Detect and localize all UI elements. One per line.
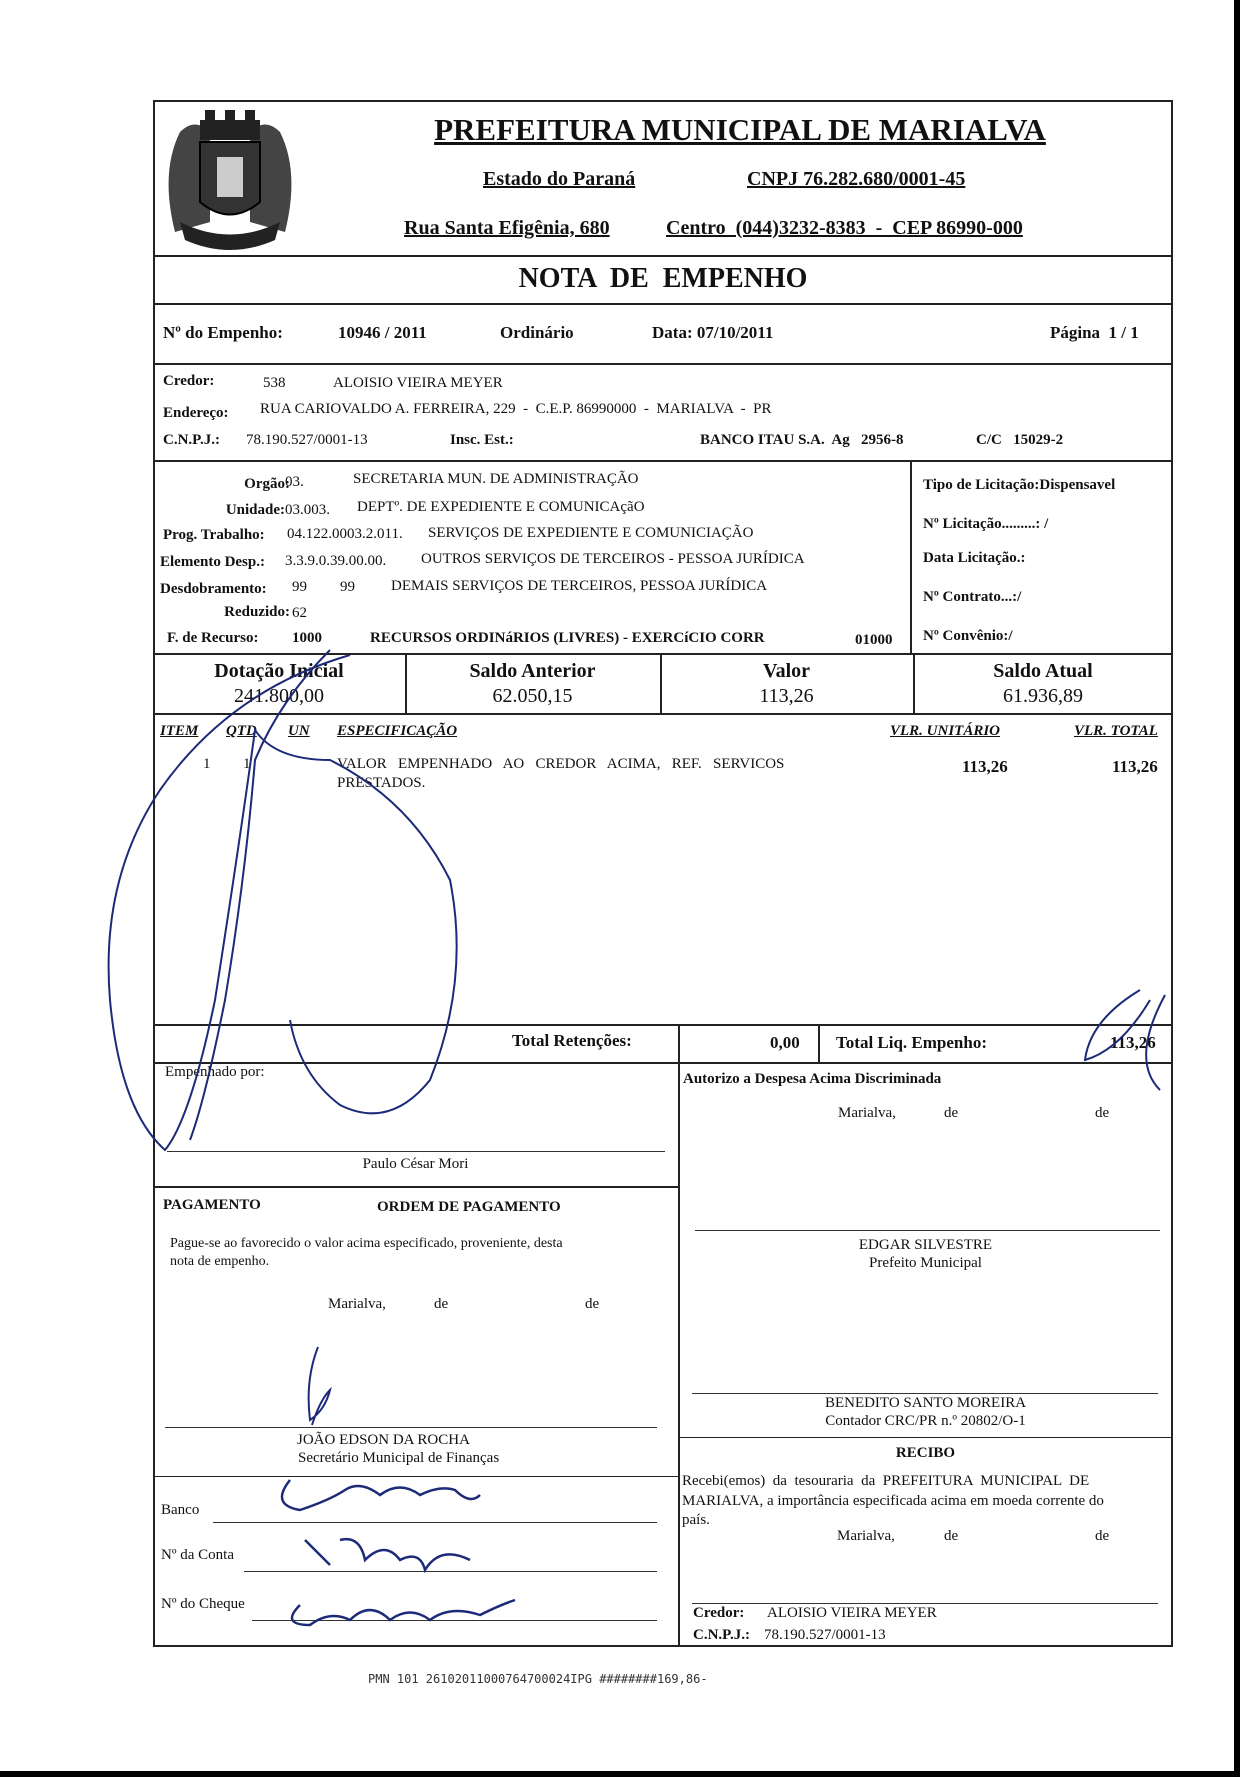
autorizo-label: Autorizo a Despesa Acima Discriminada — [683, 1071, 942, 1087]
conta-corrente: C/C 15029-2 — [976, 432, 1064, 448]
credor-name: ALOISIO VIEIRA MEYER — [333, 375, 503, 391]
numero-contrato: Nº Contrato...:/ — [923, 589, 1022, 605]
col-vlr-total: VLR. TOTAL — [1074, 723, 1158, 739]
unidade-label: Unidade: — [225, 502, 285, 518]
autorizo-de2: de — [1095, 1105, 1110, 1121]
valor-label: Valor — [762, 660, 811, 682]
prog-label: Prog. Trabalho: — [163, 527, 265, 543]
fonte-code: 01000 — [855, 632, 893, 648]
dotacao-value: 241.800,00 — [234, 685, 324, 707]
credor-cnpj: 78.190.527/0001-13 — [246, 432, 368, 448]
prefeito-title: Prefeito Municipal — [869, 1255, 982, 1271]
row-qtd: 1 — [243, 756, 251, 772]
credor-code: 538 — [263, 375, 286, 391]
orgao-desc: SECRETARIA MUN. DE ADMINISTRAÇÃO — [353, 471, 639, 487]
recibo-title: RECIBO — [895, 1445, 956, 1461]
banco-label: Banco — [161, 1502, 200, 1518]
contador-title: Contador CRC/PR n.º 20802/O-1 — [825, 1413, 1026, 1429]
empenho-data: Data: 07/10/2011 — [652, 323, 774, 342]
row-item: 1 — [203, 756, 211, 772]
edgar-name: EDGAR SILVESTRE — [858, 1237, 993, 1253]
header-state: Estado do Paraná — [483, 168, 636, 190]
endereco: RUA CARIOVALDO A. FERREIRA, 229 - C.E.P. 86990000 - MARIALVA - PR — [260, 401, 772, 417]
joao-name: JOÃO EDSON DA ROCHA — [297, 1432, 470, 1448]
pague-line2: nota de empenho. — [170, 1254, 270, 1269]
row-esp-line2: PRESTADOS. — [337, 775, 426, 791]
liquido-value: 113,26 — [1110, 1033, 1156, 1052]
orgao-label: Orgão: — [244, 476, 290, 492]
retencoes-label: Total Retenções: — [512, 1031, 632, 1050]
autorizo-marialva: Marialva, — [838, 1105, 896, 1121]
recibo-line2: MARIALVA, a importância especificada acima em moeda corrente do — [682, 1493, 1104, 1509]
empenho-tipo: Ordinário — [500, 323, 574, 342]
recibo-cnpj-label: C.N.P.J.: — [693, 1627, 750, 1643]
banco-info: BANCO ITAU S.A. Ag 2956-8 — [700, 432, 904, 448]
pagamento-label: PAGAMENTO — [163, 1197, 261, 1213]
liquido-label: Total Liq. Empenho: — [836, 1033, 987, 1052]
bank-processing-code: PMN 101 26102011000764700024IPG ########169,86- — [368, 1672, 708, 1686]
desd-label: Desdobramento: — [160, 581, 267, 597]
header-title: PREFEITURA MUNICIPAL DE MARIALVA — [434, 112, 1046, 147]
prog: 04.122.0003.2.011. — [287, 526, 403, 542]
recibo-de2: de — [1095, 1528, 1110, 1544]
header-cnpj: CNPJ 76.282.680/0001-45 — [747, 168, 966, 190]
paulo-name: Paulo César Mori — [362, 1156, 469, 1172]
desd-desc: DEMAIS SERVIÇOS DE TERCEIROS, PESSOA JURÍDICA — [391, 578, 768, 594]
reduzido: 62 — [292, 605, 307, 621]
unidade: 03.003. — [285, 502, 330, 518]
pague-de2: de — [585, 1296, 600, 1312]
recibo-marialva: Marialva, — [837, 1528, 895, 1544]
unidade-desc: DEPTº. DE EXPEDIENTE E COMUNICAçãO — [357, 499, 645, 515]
saldo-anterior-label: Saldo Anterior — [469, 660, 596, 682]
row-vlr-unitario: 113,26 — [962, 757, 1008, 776]
row-esp-line1: VALOR EMPENHADO AO CREDOR ACIMA, REF. SERVICOS — [337, 756, 785, 772]
pague-line1: Pague-se ao favorecido o valor acima especificado, proveniente, desta — [170, 1236, 563, 1251]
fonte: 1000 — [292, 630, 322, 646]
col-qtd: QTD — [226, 723, 257, 739]
ordem-pagamento-label: ORDEM DE PAGAMENTO — [377, 1199, 561, 1215]
dotacao-label: Dotação Inicial — [214, 660, 344, 682]
col-especificacao: ESPECIFICAÇÃO — [337, 723, 458, 739]
orgao: 03. — [285, 474, 304, 490]
col-item: ITEM — [160, 723, 199, 739]
cnpj-label: C.N.P.J.: — [163, 432, 220, 448]
elem-desc: OUTROS SERVIÇOS DE TERCEIROS - PESSOA JURÍDICA — [421, 551, 805, 567]
header-address: Centro (044)3232-8383 - CEP 86990-000 — [666, 217, 1023, 239]
numero-convenio: Nº Convênio:/ — [923, 628, 1013, 644]
saldo-atual-label: Saldo Atual — [993, 660, 1093, 682]
fonte-desc: RECURSOS ORDINáRIOS (LIVRES) - EXERCíCIO CORR — [370, 630, 765, 646]
cheque-label: Nº do Cheque — [161, 1596, 245, 1612]
doc-title: NOTA DE EMPENHO — [518, 263, 808, 294]
recibo-de1: de — [944, 1528, 959, 1544]
elem-label: Elemento Desp.: — [160, 554, 265, 570]
recibo-credor-name: ALOISIO VIEIRA MEYER — [767, 1605, 937, 1621]
header-street: Rua Santa Efigênia, 680 — [404, 217, 610, 239]
fonte-label: F. de Recurso: — [167, 630, 259, 646]
conta-label: Nº da Conta — [161, 1547, 234, 1563]
recibo-cnpj: 78.190.527/0001-13 — [764, 1627, 886, 1643]
col-un: UN — [288, 723, 310, 739]
autorizo-de1: de — [944, 1105, 959, 1121]
col-vlr-unitario: VLR. UNITÁRIO — [890, 723, 1001, 739]
empenho-num-label: Nº do Empenho: — [163, 323, 283, 342]
recibo-line1: Recebi(emos) da tesouraria da PREFEITURA MUNICIPAL DE — [682, 1473, 1090, 1489]
tipo-licitacao: Tipo de Licitação:Dispensavel — [923, 477, 1116, 493]
empenho-num: 10946 / 2011 — [338, 323, 427, 342]
retencoes-value: 0,00 — [770, 1033, 800, 1052]
desd2: 99 — [340, 579, 355, 595]
recibo-line3: país. — [682, 1512, 710, 1528]
saldo-anterior-value: 62.050,15 — [492, 685, 573, 707]
endereco-label: Endereço: — [163, 405, 229, 421]
reduzido-label: Reduzido: — [224, 604, 290, 620]
empenhado-por-label: Empenhado por: — [165, 1064, 265, 1080]
insc-label: Insc. Est.: — [450, 432, 514, 448]
desd: 99 — [292, 579, 307, 595]
pague-marialva: Marialva, — [328, 1296, 386, 1312]
row-vlr-total: 113,26 — [1112, 757, 1158, 776]
saldo-atual-value: 61.936,89 — [1003, 685, 1083, 707]
pague-de1: de — [434, 1296, 449, 1312]
valor-value: 113,26 — [759, 685, 814, 707]
benedito-name: BENEDITO SANTO MOREIRA — [824, 1395, 1027, 1411]
data-licitacao: Data Licitação.: — [923, 550, 1026, 566]
page-number: Página 1 / 1 — [1050, 323, 1139, 342]
recibo-credor-label: Credor: — [693, 1605, 745, 1621]
elem: 3.3.9.0.39.00.00. — [285, 553, 387, 569]
prog-desc: SERVIÇOS DE EXPEDIENTE E COMUNICIAÇÃO — [428, 525, 754, 541]
numero-licitacao: Nº Licitação.........: / — [923, 516, 1049, 532]
credor-label: Credor: — [163, 373, 215, 389]
secretario-title: Secretário Municipal de Finanças — [298, 1450, 500, 1466]
